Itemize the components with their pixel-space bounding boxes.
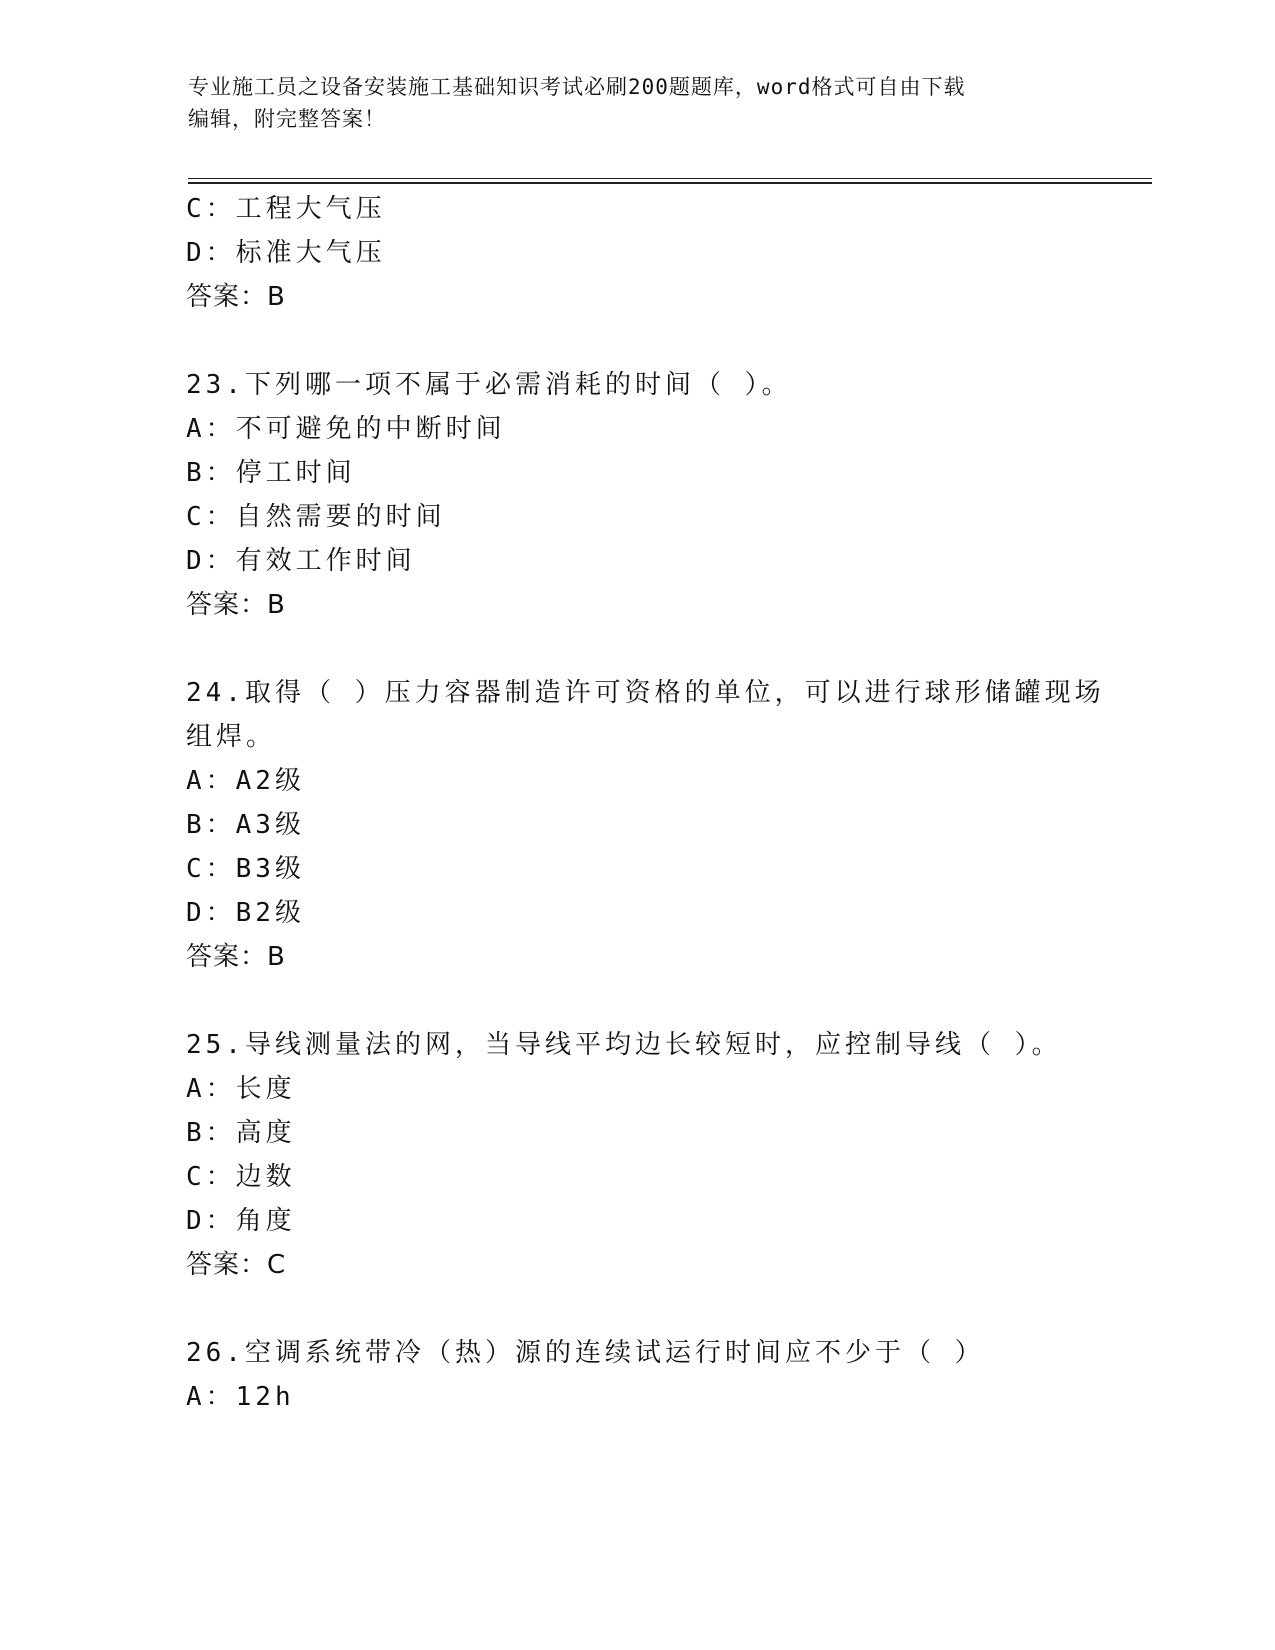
option-d: D：B2级 <box>186 898 305 928</box>
option-a: A：A2级 <box>186 766 305 796</box>
option-b: B：停工时间 <box>186 458 356 488</box>
option-d: D：标准大气压 <box>186 238 386 268</box>
option-c: C：B3级 <box>186 854 305 884</box>
header-title-line-1: 专业施工员之设备安装施工基础知识考试必刷200题题库，word格式可自由下载 <box>188 75 966 99</box>
option-b: B：A3级 <box>186 810 305 840</box>
option-b: B：高度 <box>186 1118 296 1148</box>
question-text: 26.空调系统带冷（热）源的连续试运行时间应不少于（ ） <box>186 1338 985 1368</box>
answer-line: 答案：B <box>186 942 286 972</box>
header-divider-thin <box>188 178 1152 179</box>
option-a: A：长度 <box>186 1074 296 1104</box>
question-text-line-2: 组焊。 <box>186 722 277 752</box>
option-d: D：有效工作时间 <box>186 546 416 576</box>
option-c: C：自然需要的时间 <box>186 502 446 532</box>
header-divider-thick <box>188 182 1152 184</box>
question-text: 23.下列哪一项不属于必需消耗的时间（ ）。 <box>186 370 792 400</box>
question-text-line-1: 24.取得（ ）压力容器制造许可资格的单位，可以进行球形储罐现场 <box>186 678 1105 708</box>
question-text: 25.导线测量法的网，当导线平均边长较短时，应控制导线（ ）。 <box>186 1030 1062 1060</box>
answer-line: 答案：B <box>186 590 286 620</box>
option-d: D：角度 <box>186 1206 296 1236</box>
option-a: A：12h <box>186 1382 295 1412</box>
header-title-line-2: 编辑，附完整答案！ <box>188 107 386 131</box>
option-c: C：边数 <box>186 1162 296 1192</box>
option-a: A：不可避免的中断时间 <box>186 414 506 444</box>
answer-line: 答案：B <box>186 282 286 312</box>
option-c: C：工程大气压 <box>186 194 386 224</box>
answer-line: 答案：C <box>186 1250 287 1280</box>
